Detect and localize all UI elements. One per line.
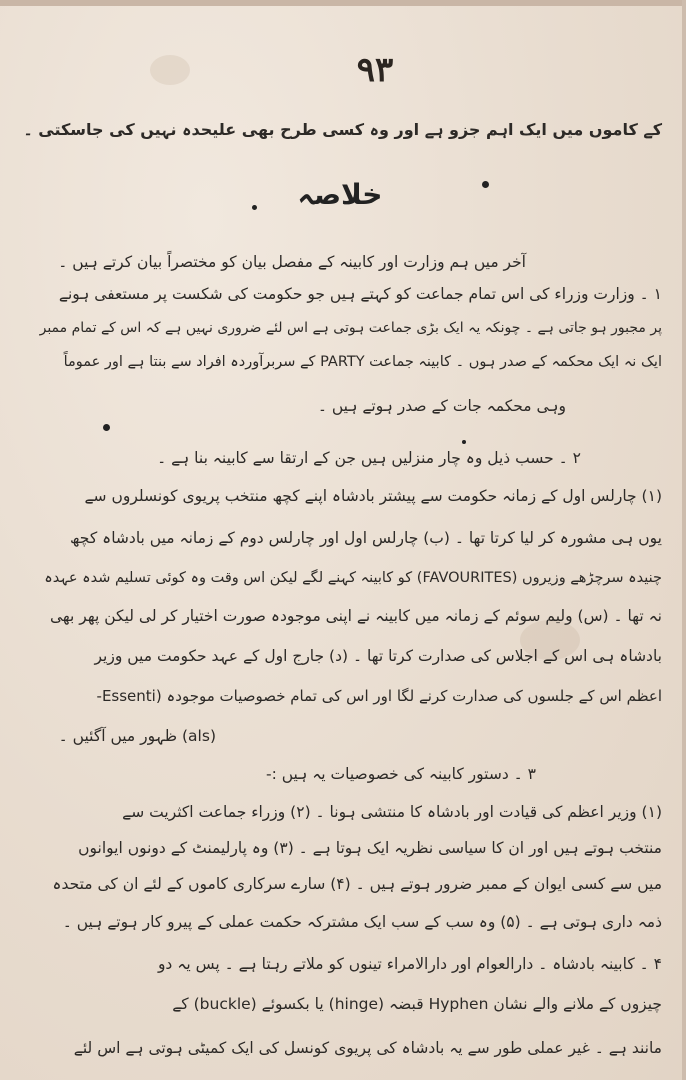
text-line: (۱) وزیر اعظم کی قیادت اور بادشاہ کا منتشی ہونا ۔ (۲) وزراء جماعت اکثریت سے <box>122 803 662 821</box>
text-line: مانند ہے ۔ غیر عملی طور سے یہ بادشاہ کی پریوی کونسل کی ایک کمیٹی ہوتی ہے اس لئے <box>73 1039 662 1057</box>
margin-dot <box>462 440 466 444</box>
text-line: آخر میں ہم وزارت اور کابینہ کے مفصل بیان کو مختصراً بیان کرتے ہیں ۔ <box>58 253 526 271</box>
text-line: اعظم اس کے جلسوں کی صدارت کرنے لگا اور اس کی تمام خصوصیات موجودہ (Essenti- <box>96 687 662 705</box>
page-right-edge <box>682 0 686 1080</box>
text-line: چیزوں کے ملانے والے نشان Hyphen قبضہ (hinge) یا بکسوئے (buckle) کے <box>172 995 662 1013</box>
text-line: کے کاموں میں ایک اہم جزو ہے اور وہ کسی طرح بھی علیحدہ نہیں کی جاسکتی ۔ <box>23 120 662 139</box>
page-number: ۹۳ <box>356 50 394 90</box>
text-line: چنیدہ سرچڑھے وزیروں (FAVOURITES) کو کابینہ کہنے لگے لیکن اس وقت وہ کوئی تسلیم شدہ عہدہ <box>44 570 662 586</box>
text-line: (۱) چارلس اول کے زمانہ حکومت سے پیشتر بادشاہ اپنے کچھ منتخب پریوی کونسلروں سے <box>84 487 662 505</box>
text-line: بادشاہ ہی اس کے اجلاس کی صدارت کرتا تھا ۔ (د) جارج اول کے عہد حکومت میں وزیر <box>94 647 662 665</box>
heading-dot <box>482 181 489 188</box>
text-line: ۳ ۔ دستور کابینہ کی خصوصیات یہ ہیں :- <box>266 765 536 783</box>
text-line: ایک نہ ایک محکمہ کے صدر ہوں ۔ کابینہ جماعت PARTY کے سربرآوردہ افراد سے بنتا ہے اور عموماً <box>63 354 662 370</box>
margin-dot <box>103 424 110 431</box>
text-line: پر مجبور ہو جاتی ہے ۔ چونکہ یہ ایک بڑی جماعت ہوتی ہے اس لئے ضروری نہیں ہے کہ اس کے تمام ممبر <box>39 320 662 336</box>
section-heading: خلاصہ <box>297 178 383 211</box>
text-line: منتخب ہوتے ہیں اور ان کا سیاسی نظریہ ایک ہوتا ہے ۔ (۳) وہ پارلیمنٹ کے دونوں ایوانوں <box>78 839 662 857</box>
text-line: ذمہ داری ہوتی ہے ۔ (۵) وہ سب کے سب ایک مشترکہ حکمت عملی کے پیرو کار ہوتے ہیں ۔ <box>62 913 662 931</box>
page-top-edge <box>0 0 686 6</box>
paper-stain <box>150 55 190 85</box>
text-line: ۴ ۔ کابینہ بادشاہ ۔ دارالعوام اور دارالامراء تینوں کو ملاتے رہتا ہے ۔ پس یہ دو <box>157 955 662 973</box>
text-line: نہ تھا ۔ (س) ولیم سوئم کے زمانہ میں کابینہ نے اپنی موجودہ صورت اختیار کر لی لیکن پھر بھی <box>49 607 662 625</box>
text-line: (als) ظہور میں آگئیں ۔ <box>58 727 216 745</box>
text-line: ۲ ۔ حسب ذیل وہ چار منزلیں ہیں جن کے ارتقا سے کابینہ بنا ہے ۔ <box>157 449 581 467</box>
text-line: وہی محکمہ جات کے صدر ہوتے ہیں ۔ <box>317 397 566 415</box>
text-line: میں سے کسی ایوان کے ممبر ضرور ہوتے ہیں ۔ (۴) سارے سرکاری کاموں کے لئے ان کی متحدہ <box>52 875 662 893</box>
text-line: ۱ ۔ وزارت وزراء کی اس تمام جماعت کو کہتے ہیں جو حکومت کی شکست پر مستعفی ہونے <box>58 285 662 303</box>
text-line: یوں ہی مشورہ کر لیا کرتا تھا ۔ (ب) چارلس اول اور چارلس دوم کے زمانہ میں بادشاہ کچھ <box>70 529 662 547</box>
heading-dot <box>252 205 257 210</box>
